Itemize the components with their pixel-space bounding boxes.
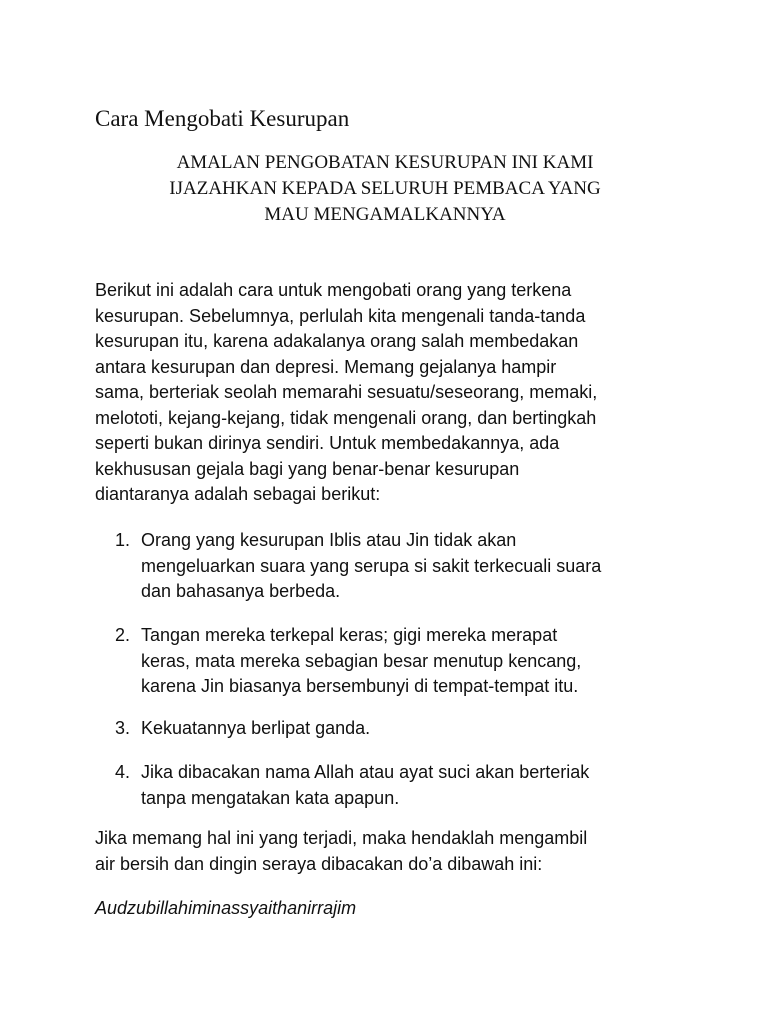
list-number: 3. bbox=[115, 718, 131, 738]
list-item-line: keras, mata mereka sebagian besar menutup kencang, bbox=[141, 650, 582, 671]
list-item-line: mengeluarkan suara yang serupa si sakit terkecuali suara bbox=[141, 555, 602, 576]
list-item-line: Orang yang kesurupan Iblis atau Jin tidak akan bbox=[141, 530, 517, 550]
list-number: 1. bbox=[115, 530, 131, 550]
list-item-line: Tangan mereka terkepal keras; gigi mereka merapat bbox=[141, 625, 558, 645]
prayer-text: Audzubillahiminassyaithanirrajim bbox=[95, 898, 357, 918]
closing-line: Jika memang hal ini yang terjadi, maka hendaklah mengambil bbox=[95, 828, 588, 848]
list-item-line: tanpa mengatakan kata apapun. bbox=[141, 787, 400, 808]
subtitle-line: MAU MENGAMALKANNYA bbox=[264, 204, 506, 225]
intro-line: sama, berteriak seolah memarahi sesuatu/seseorang, memaki, bbox=[95, 382, 598, 402]
intro-line: diantaranya adalah sebagai berikut: bbox=[95, 484, 381, 504]
document-title: Cara Mengobati Kesurupan bbox=[95, 106, 350, 131]
list-item-line: dan bahasanya berbeda. bbox=[141, 581, 341, 601]
list-number: 4. bbox=[115, 762, 131, 782]
closing-line: air bersih dan dingin seraya dibacakan do’a dibawah ini: bbox=[95, 853, 543, 874]
intro-line: kesurupan itu, karena adakalanya orang salah membedakan bbox=[95, 331, 579, 351]
subtitle-line: IJAZAHKAN KEPADA SELURUH PEMBACA YANG bbox=[169, 178, 601, 199]
intro-line: Berikut ini adalah cara untuk mengobati orang yang terkena bbox=[95, 280, 572, 300]
intro-line: antara kesurupan dan depresi. Memang gejalanya hampir bbox=[95, 356, 557, 377]
intro-line: kekhususan gejala bagi yang benar-benar kesurupan bbox=[95, 458, 520, 479]
list-item-line: Jika dibacakan nama Allah atau ayat suci akan berteriak bbox=[141, 762, 590, 782]
intro-line: kesurupan. Sebelumnya, perlulah kita mengenali tanda-tanda bbox=[95, 305, 586, 326]
intro-line: seperti bukan dirinya sendiri. Untuk membedakannya, ada bbox=[95, 433, 560, 453]
list-item-line: karena Jin biasanya bersembunyi di tempat-tempat itu. bbox=[141, 676, 579, 696]
list-item-line: Kekuatannya berlipat ganda. bbox=[141, 718, 371, 738]
list-number: 2. bbox=[115, 625, 131, 645]
subtitle-line: AMALAN PENGOBATAN KESURUPAN INI KAMI bbox=[176, 152, 594, 173]
intro-line: melototi, kejang-kejang, tidak mengenali orang, dan bertingkah bbox=[95, 407, 597, 428]
